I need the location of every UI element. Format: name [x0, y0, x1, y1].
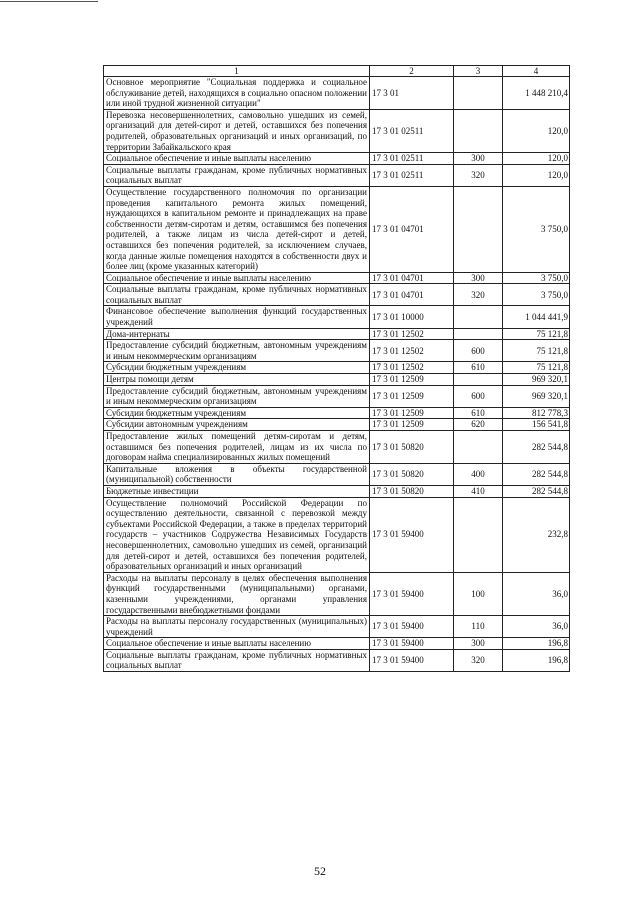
table-row: [104, 272, 570, 284]
row-vr-cell: [454, 431, 503, 464]
row-sum-cell: 75 121,8: [503, 328, 570, 340]
row-sum-cell: 1 044 441,9: [503, 306, 570, 328]
row-sum-cell: 156 541,8: [503, 419, 570, 431]
page-number: 52: [314, 864, 326, 878]
row-sum-cell: 120,0: [503, 109, 570, 152]
row-vr-cell: [454, 77, 503, 110]
header-cell-name: 1: [104, 66, 370, 77]
row-code-cell: 17 3 01 02511: [370, 153, 454, 165]
row-vr-cell: 300: [454, 638, 503, 650]
row-name-cell: Перевозка несовершеннолетних, самовольно ушедших из семей, организаций для детей-сирот и детей, оставшихся без попечения родителей, образовательных организаций и иных организаций, по территории Забайкальского края: [104, 109, 370, 152]
row-name-cell: Осуществление государственного полномочия по организации проведения капитального ремонта жилых помещений, нуждающихся в капитальном ремонте и принадлежащих на праве собственности детям-сиротам и детям, оставшимся без попечения родителей, а также лицам из числа детей-сирот и детей, оставшихся без попечения родителей, за исключением случаев, когда данные жилые помещения находятся в собственности двух и более лиц (кроме указанных категорий): [104, 186, 370, 272]
table-body: [104, 77, 570, 672]
row-sum-cell: 3 750,0: [503, 186, 570, 272]
table-row: [104, 485, 570, 497]
table-row: [104, 306, 570, 328]
row-sum-cell: 282 544,8: [503, 485, 570, 497]
table-row: [104, 374, 570, 386]
row-name-cell: Социальное обеспечение и иные выплаты населению: [104, 638, 370, 650]
row-code-cell: 17 3 01 12502: [370, 340, 454, 362]
row-sum-cell: 969 320,1: [503, 374, 570, 386]
row-vr-cell: 400: [454, 463, 503, 485]
row-vr-cell: 100: [454, 572, 503, 615]
row-code-cell: 17 3 01 12509: [370, 407, 454, 419]
row-vr-cell: 320: [454, 649, 503, 671]
table-row: [104, 497, 570, 572]
row-vr-cell: [454, 109, 503, 152]
row-name-cell: Финансовое обеспечение выполнения функций государственных учреждений: [104, 306, 370, 328]
row-name-cell: Субсидии бюджетным учреждениям: [104, 407, 370, 419]
row-code-cell: 17 3 01: [370, 77, 454, 110]
row-code-cell: 17 3 01 12502: [370, 362, 454, 374]
row-name-cell: Дома-интернаты: [104, 328, 370, 340]
row-name-cell: Социальное обеспечение и иные выплаты населению: [104, 272, 370, 284]
row-code-cell: 17 3 01 02511: [370, 164, 454, 186]
corner-line: [0, 1, 98, 2]
row-vr-cell: 600: [454, 385, 503, 407]
row-sum-cell: 120,0: [503, 153, 570, 165]
table-row: [104, 407, 570, 419]
row-code-cell: 17 3 01 04701: [370, 186, 454, 272]
row-vr-cell: [454, 306, 503, 328]
row-vr-cell: 300: [454, 272, 503, 284]
header-cell-vr: 3: [454, 66, 503, 77]
row-vr-cell: 610: [454, 362, 503, 374]
table-row: [104, 385, 570, 407]
row-vr-cell: [454, 328, 503, 340]
row-name-cell: Центры помощи детям: [104, 374, 370, 386]
table-row: [104, 77, 570, 110]
header-cell-code: 2: [370, 66, 454, 77]
row-sum-cell: 196,8: [503, 649, 570, 671]
row-sum-cell: 36,0: [503, 616, 570, 638]
row-vr-cell: [454, 497, 503, 572]
row-code-cell: 17 3 01 10000: [370, 306, 454, 328]
row-code-cell: 17 3 01 50820: [370, 463, 454, 485]
row-sum-cell: 1 448 210,4: [503, 77, 570, 110]
row-code-cell: 17 3 01 50820: [370, 431, 454, 464]
table-row: [104, 572, 570, 615]
row-sum-cell: 969 320,1: [503, 385, 570, 407]
row-name-cell: Капитальные вложения в объекты государственной (муниципальной) собственности: [104, 463, 370, 485]
table-row: [104, 649, 570, 671]
row-name-cell: Основное мероприятие "Социальная поддержка и социальное обслуживание детей, находящихся в социально опасном положении или иной трудной жизненной ситуации": [104, 77, 370, 110]
row-code-cell: 17 3 01 12509: [370, 419, 454, 431]
row-vr-cell: 610: [454, 407, 503, 419]
row-code-cell: 17 3 01 12502: [370, 328, 454, 340]
row-name-cell: Предоставление субсидий бюджетным, автономным учреждениям и иным некоммерческим организациям: [104, 340, 370, 362]
row-sum-cell: 75 121,8: [503, 340, 570, 362]
table-row: [104, 419, 570, 431]
row-name-cell: Расходы на выплаты персоналу в целях обеспечения выполнения функций государственными (муниципальными) органами, казенными учреждениями, органами управления государственными внебюджетными фондами: [104, 572, 370, 615]
row-name-cell: Социальные выплаты гражданам, кроме публичных нормативных социальных выплат: [104, 164, 370, 186]
row-code-cell: 17 3 01 59400: [370, 616, 454, 638]
row-code-cell: 17 3 01 12509: [370, 374, 454, 386]
table-row: [104, 463, 570, 485]
row-code-cell: 17 3 01 04701: [370, 284, 454, 306]
row-sum-cell: 3 750,0: [503, 284, 570, 306]
row-sum-cell: 75 121,8: [503, 362, 570, 374]
row-name-cell: Бюджетные инвестиции: [104, 485, 370, 497]
row-name-cell: Расходы на выплаты персоналу государственных (муниципальных) учреждений: [104, 616, 370, 638]
row-code-cell: 17 3 01 04701: [370, 272, 454, 284]
row-code-cell: 17 3 01 59400: [370, 572, 454, 615]
row-sum-cell: 282 544,8: [503, 431, 570, 464]
row-name-cell: Социальные выплаты гражданам, кроме публичных нормативных социальных выплат: [104, 649, 370, 671]
row-sum-cell: 120,0: [503, 164, 570, 186]
row-sum-cell: 232,8: [503, 497, 570, 572]
table-row: [104, 153, 570, 165]
row-sum-cell: 812 778,3: [503, 407, 570, 419]
row-code-cell: 17 3 01 59400: [370, 497, 454, 572]
row-vr-cell: 320: [454, 164, 503, 186]
row-vr-cell: 320: [454, 284, 503, 306]
row-vr-cell: 600: [454, 340, 503, 362]
table-row: [104, 109, 570, 152]
table-row: [104, 340, 570, 362]
row-vr-cell: [454, 374, 503, 386]
row-vr-cell: 110: [454, 616, 503, 638]
row-code-cell: 17 3 01 59400: [370, 638, 454, 650]
row-code-cell: 17 3 01 59400: [370, 649, 454, 671]
table-row: [104, 362, 570, 374]
row-sum-cell: 282 544,8: [503, 463, 570, 485]
table-row: [104, 186, 570, 272]
row-name-cell: Субсидии бюджетным учреждениям: [104, 362, 370, 374]
header-cell-sum: 4: [503, 66, 570, 77]
row-vr-cell: 410: [454, 485, 503, 497]
row-sum-cell: 36,0: [503, 572, 570, 615]
row-sum-cell: 196,8: [503, 638, 570, 650]
row-vr-cell: [454, 186, 503, 272]
row-name-cell: Предоставление жилых помещений детям-сиротам и детям, оставшимся без попечения родителей, лицам из их числа по договорам найма специализированных жилых помещений: [104, 431, 370, 464]
row-name-cell: Осуществление полномочий Российской Федерации по осуществлению деятельности, связанной с перевозкой между субъектами Российской Федерации, а также в пределах территорий государств – участников Содружества Независимых Государств несовершеннолетних, самовольно ушедших из семей, организаций для детей-сирот и детей, оставшихся без попечения родителей, образовательных организаций и иных организаций: [104, 497, 370, 572]
table-row: [104, 284, 570, 306]
row-name-cell: Предоставление субсидий бюджетным, автономным учреждениям и иным некоммерческим организациям: [104, 385, 370, 407]
row-name-cell: Социальное обеспечение и иные выплаты населению: [104, 153, 370, 165]
row-vr-cell: 300: [454, 153, 503, 165]
row-name-cell: Социальные выплаты гражданам, кроме публичных нормативных социальных выплат: [104, 284, 370, 306]
row-code-cell: 17 3 01 50820: [370, 485, 454, 497]
header-row: [104, 66, 570, 77]
row-name-cell: Субсидии автономным учреждениям: [104, 419, 370, 431]
table-row: [104, 328, 570, 340]
row-code-cell: 17 3 01 12509: [370, 385, 454, 407]
table-row: [104, 616, 570, 638]
table-row: [104, 431, 570, 464]
row-sum-cell: 3 750,0: [503, 272, 570, 284]
budget-table: [103, 65, 570, 672]
table-row: [104, 638, 570, 650]
row-code-cell: 17 3 01 02511: [370, 109, 454, 152]
table-row: [104, 164, 570, 186]
row-vr-cell: 620: [454, 419, 503, 431]
